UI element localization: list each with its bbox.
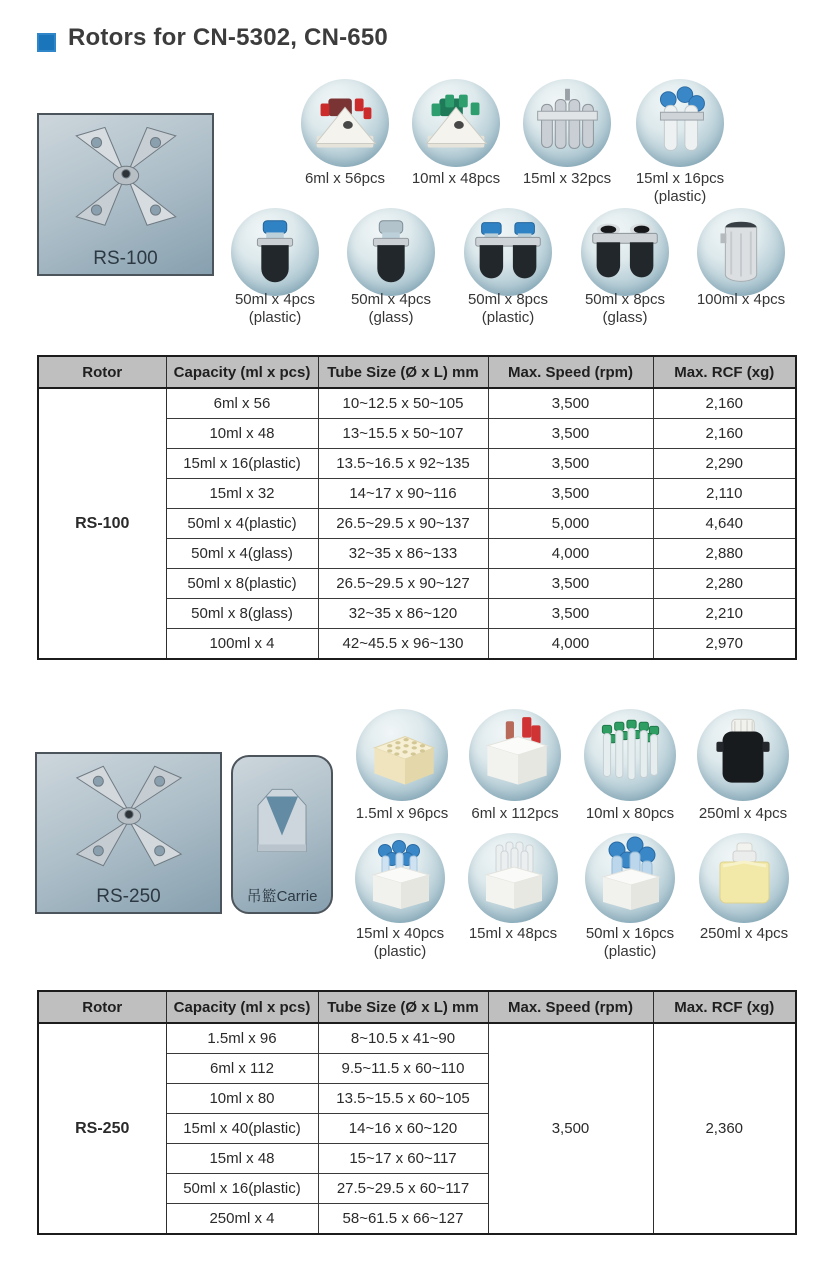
cream-block-rack-icon (356, 709, 448, 801)
accessory-50ml-4pcs-plastic (231, 208, 319, 296)
accessory-15ml-16pcs-plastic (636, 79, 724, 167)
rs250-rotor-photo (35, 752, 222, 914)
capacity-cell: 15ml x 16(plastic) (166, 449, 318, 479)
rs100-rotor-icon (51, 119, 201, 237)
page-title: Rotors for CN-5302, CN-650 (68, 24, 388, 51)
tube-size-cell: 9.5~11.5 x 60~110 (318, 1054, 488, 1084)
col-header-max-rcf: Max. RCF (xg) (653, 991, 796, 1023)
accessory-50ml-8pcs-glass (581, 208, 669, 296)
caption-50ml-16pcs: 50ml x 16pcs (plastic) (585, 925, 675, 961)
capacity-cell: 15ml x 40(plastic) (166, 1114, 318, 1144)
caption-15ml-40pcs: 15ml x 40pcs (plastic) (355, 925, 445, 961)
tube-size-cell: 14~16 x 60~120 (318, 1114, 488, 1144)
tube-size-cell: 8~10.5 x 41~90 (318, 1023, 488, 1054)
metal-canister-icon (697, 208, 785, 296)
max-rcf-cell: 2,110 (653, 479, 796, 509)
caption-15ml-16pcs: 15ml x 16pcs (plastic) (635, 170, 725, 206)
rs250-spec-table (37, 990, 797, 1235)
capacity-cell: 100ml x 4 (166, 629, 318, 660)
rs250-rotor-icon (49, 758, 209, 874)
rs100-spec-table (37, 355, 797, 660)
double-bottle-open-top-icon (581, 208, 669, 296)
col-header-capacity: Capacity (ml x pcs) (166, 356, 318, 388)
carrier-bucket-icon (242, 761, 322, 871)
accessory-250ml-4pcs-square-bottle (699, 833, 789, 923)
white-block-red-tubes-icon (469, 709, 561, 801)
accessory-50ml-4pcs-glass (347, 208, 435, 296)
rs100-rotor-label: RS-100 (93, 248, 158, 269)
accessory-250ml-4pcs-bottle (697, 709, 789, 801)
yellow-square-bottle-icon (699, 833, 789, 923)
table-row (38, 1023, 796, 1054)
capacity-cell: 50ml x 8(plastic) (166, 569, 318, 599)
caption-100ml-4pcs: 100ml x 4pcs (696, 291, 786, 308)
accessory-6ml-112pcs (469, 709, 561, 801)
caption-250ml-4pcs-r2: 250ml x 4pcs (699, 925, 789, 942)
accessory-50ml-8pcs-plastic (464, 208, 552, 296)
col-header-rotor: Rotor (38, 991, 166, 1023)
max-speed-cell: 3,500 (488, 388, 653, 419)
caption-50ml-4pcs-plastic: 50ml x 4pcs (plastic) (234, 291, 316, 327)
col-header-capacity: Capacity (ml x pcs) (166, 991, 318, 1023)
capacity-cell: 6ml x 112 (166, 1054, 318, 1084)
white-block-blue-tubes-icon (355, 833, 445, 923)
white-block-blue-conical-tubes-icon (585, 833, 675, 923)
white-block-clear-tubes-icon (468, 833, 558, 923)
caption-15ml-48pcs: 15ml x 48pcs (468, 925, 558, 942)
caption-15ml-32pcs: 15ml x 32pcs (522, 170, 612, 187)
rotor-name-cell: RS-250 (38, 1023, 166, 1234)
tube-size-cell: 27.5~29.5 x 60~117 (318, 1174, 488, 1204)
accessory-15ml-48pcs (468, 833, 558, 923)
tube-size-cell: 42~45.5 x 96~130 (318, 629, 488, 660)
col-header-tube-size: Tube Size (Ø x L) mm (318, 356, 488, 388)
accessory-15ml-32pcs (523, 79, 611, 167)
caption-6ml-112pcs: 6ml x 112pcs (471, 805, 559, 822)
capacity-cell: 1.5ml x 96 (166, 1023, 318, 1054)
tube-size-cell: 13~15.5 x 50~107 (318, 419, 488, 449)
caption-50ml-8pcs-glass: 50ml x 8pcs (glass) (584, 291, 666, 327)
max-rcf-cell: 2,280 (653, 569, 796, 599)
tube-size-cell: 58~61.5 x 66~127 (318, 1204, 488, 1235)
capacity-cell: 50ml x 4(glass) (166, 539, 318, 569)
max-speed-cell: 4,000 (488, 629, 653, 660)
black-bottle-blue-cap-icon (231, 208, 319, 296)
col-header-max-speed: Max. Speed (rpm) (488, 991, 653, 1023)
tube-size-cell: 13.5~15.5 x 60~105 (318, 1084, 488, 1114)
caption-10ml-48pcs: 10ml x 48pcs (411, 170, 501, 187)
metal-tube-cage-icon (523, 79, 611, 167)
black-bottle-glass-cap-icon (347, 208, 435, 296)
carrier-label: 吊籃Carrie (246, 888, 318, 905)
max-rcf-cell: 2,290 (653, 449, 796, 479)
tube-size-cell: 26.5~29.5 x 90~137 (318, 509, 488, 539)
tube-size-cell: 13.5~16.5 x 92~135 (318, 449, 488, 479)
rs100-rotor-photo (37, 113, 214, 276)
caption-10ml-80pcs: 10ml x 80pcs (585, 805, 675, 822)
capacity-cell: 50ml x 4(plastic) (166, 509, 318, 539)
blue-cap-tube-carrier-icon (636, 79, 724, 167)
tube-rack-red-icon (301, 79, 389, 167)
col-header-max-speed: Max. Speed (rpm) (488, 356, 653, 388)
table-header-row (38, 356, 796, 388)
max-rcf-merged-cell: 2,360 (653, 1023, 796, 1234)
green-cap-tubes-rack-icon (584, 709, 676, 801)
max-speed-merged-cell: 3,500 (488, 1023, 653, 1234)
rs250-rotor-label: RS-250 (96, 886, 161, 907)
accessory-50ml-16pcs-plastic (585, 833, 675, 923)
max-speed-cell: 3,500 (488, 419, 653, 449)
max-rcf-cell: 2,970 (653, 629, 796, 660)
max-speed-cell: 3,500 (488, 569, 653, 599)
table-header-row (38, 991, 796, 1023)
max-speed-cell: 3,500 (488, 449, 653, 479)
capacity-cell: 10ml x 48 (166, 419, 318, 449)
tube-rack-green-icon (412, 79, 500, 167)
max-rcf-cell: 4,640 (653, 509, 796, 539)
accessory-10ml-48pcs (412, 79, 500, 167)
caption-50ml-4pcs-glass: 50ml x 4pcs (glass) (350, 291, 432, 327)
capacity-cell: 15ml x 48 (166, 1144, 318, 1174)
col-header-tube-size: Tube Size (Ø x L) mm (318, 991, 488, 1023)
capacity-cell: 15ml x 32 (166, 479, 318, 509)
carrier-photo (231, 755, 333, 914)
caption-250ml-4pcs-r1: 250ml x 4pcs (698, 805, 788, 822)
accessory-1_5ml-96pcs (356, 709, 448, 801)
capacity-cell: 250ml x 4 (166, 1204, 318, 1235)
caption-1_5ml-96pcs: 1.5ml x 96pcs (355, 805, 449, 822)
capacity-cell: 50ml x 16(plastic) (166, 1174, 318, 1204)
max-speed-cell: 3,500 (488, 479, 653, 509)
tube-size-cell: 32~35 x 86~120 (318, 599, 488, 629)
tube-size-cell: 15~17 x 60~117 (318, 1144, 488, 1174)
max-speed-cell: 5,000 (488, 509, 653, 539)
caption-6ml-56pcs: 6ml x 56pcs (304, 170, 386, 187)
title-bullet-square-icon (37, 33, 56, 52)
rotor-name-cell: RS-100 (38, 388, 166, 659)
accessory-10ml-80pcs (584, 709, 676, 801)
table-row (38, 388, 796, 419)
max-rcf-cell: 2,160 (653, 419, 796, 449)
capacity-cell: 6ml x 56 (166, 388, 318, 419)
accessory-15ml-40pcs-plastic (355, 833, 445, 923)
max-speed-cell: 4,000 (488, 539, 653, 569)
col-header-rotor: Rotor (38, 356, 166, 388)
tube-size-cell: 26.5~29.5 x 90~127 (318, 569, 488, 599)
double-bottle-blue-caps-icon (464, 208, 552, 296)
black-jar-white-cap-icon (697, 709, 789, 801)
accessory-6ml-56pcs (301, 79, 389, 167)
caption-50ml-8pcs-plastic: 50ml x 8pcs (plastic) (467, 291, 549, 327)
max-speed-cell: 3,500 (488, 599, 653, 629)
tube-size-cell: 32~35 x 86~133 (318, 539, 488, 569)
max-rcf-cell: 2,210 (653, 599, 796, 629)
capacity-cell: 50ml x 8(glass) (166, 599, 318, 629)
max-rcf-cell: 2,880 (653, 539, 796, 569)
tube-size-cell: 14~17 x 90~116 (318, 479, 488, 509)
capacity-cell: 10ml x 80 (166, 1084, 318, 1114)
col-header-max-rcf: Max. RCF (xg) (653, 356, 796, 388)
accessory-100ml-4pcs (697, 208, 785, 296)
max-rcf-cell: 2,160 (653, 388, 796, 419)
tube-size-cell: 10~12.5 x 50~105 (318, 388, 488, 419)
